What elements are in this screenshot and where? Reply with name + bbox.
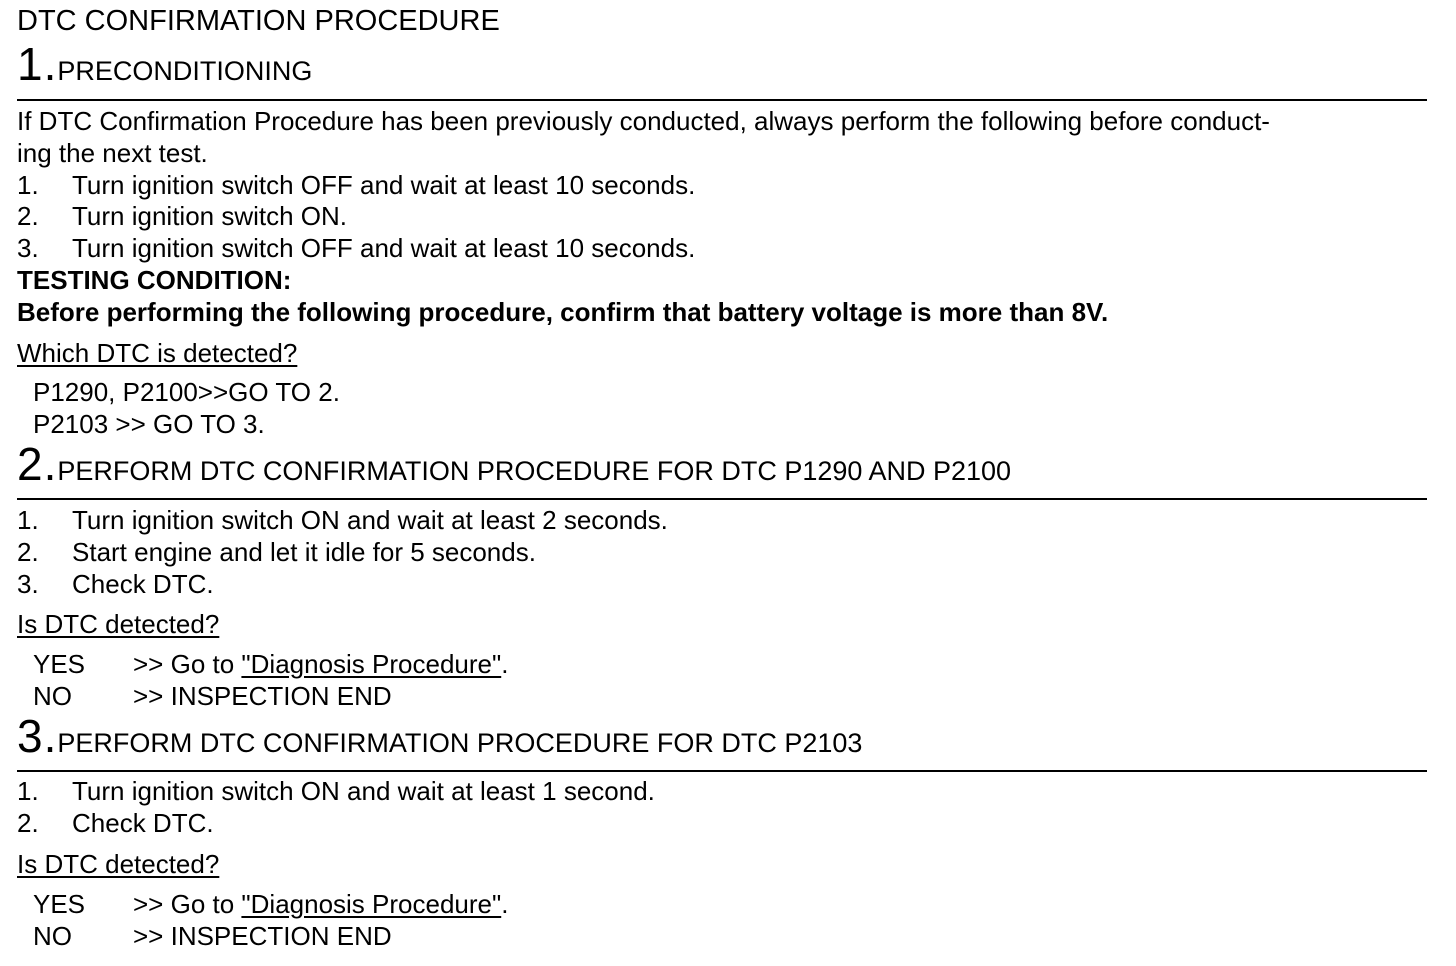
step-3-no-label: NO: [33, 921, 72, 951]
step-1-item-2-number: 2.: [17, 201, 39, 231]
step-3-question: Is DTC detected?: [17, 849, 220, 879]
step-3-item-2-number: 2.: [17, 808, 39, 838]
step-2-heading: [17, 438, 1012, 490]
step-2-item-3: [17, 569, 214, 599]
step-2-yes-answer: [133, 649, 508, 679]
step-1-intro-line-2: ing the next test.: [17, 138, 208, 168]
step-1-answer-1: P1290, P2100>>GO TO 2.: [33, 377, 340, 407]
step-3-no-answer: >> INSPECTION END: [133, 921, 392, 951]
step-2-yes-label: YES: [33, 649, 86, 679]
step-2-item-1-number: 1.: [17, 505, 39, 535]
step-3-yes-label: YES: [33, 889, 86, 919]
step-1-item-2-text: Turn ignition switch ON.: [72, 201, 348, 231]
step-3-yes-prefix: >> Go to: [133, 889, 242, 919]
step-1-number: 1.: [17, 38, 58, 90]
step-3-yes-suffix: .: [501, 889, 509, 919]
step-1-item-3-number: 3.: [17, 233, 39, 263]
step-2-item-1-text: Turn ignition switch ON and wait at least 2 seconds.: [72, 505, 668, 535]
step-1-item-2: [17, 201, 347, 231]
step-3-item-1-text: Turn ignition switch ON and wait at least 1 second.: [72, 776, 655, 806]
step-3-title: PERFORM DTC CONFIRMATION PROCEDURE FOR DTC P2103: [57, 728, 863, 758]
step-2-number: 2.: [17, 438, 58, 490]
step-1-answer-2: P2103 >> GO TO 3.: [33, 409, 265, 439]
step-1-item-3-text: Turn ignition switch OFF and wait at least 10 seconds.: [72, 233, 696, 263]
step-3-item-2-text: Check DTC.: [72, 808, 214, 838]
step-3-item-2: [17, 808, 214, 838]
step-1-item-3: [17, 233, 695, 263]
step-2-item-2: [17, 537, 536, 567]
step-2-item-2-number: 2.: [17, 537, 39, 567]
step-2-no-answer: >> INSPECTION END: [133, 681, 392, 711]
step-2-yes-suffix: .: [501, 649, 509, 679]
step-2-no-label: NO: [33, 681, 72, 711]
step-3-divider: [17, 770, 1427, 772]
step-3-number: 3.: [17, 710, 58, 762]
step-1-question: Which DTC is detected?: [17, 338, 298, 368]
testing-condition-text: Before performing the following procedure, confirm that battery voltage is more than 8V.: [17, 297, 1109, 327]
step-1-intro-line-1: If DTC Confirmation Procedure has been previously conducted, always perform the following before conduct-: [17, 106, 1270, 136]
step-2-question: Is DTC detected?: [17, 609, 220, 639]
step-2-item-2-text: Start engine and let it idle for 5 seconds.: [72, 537, 536, 567]
step-3-item-1: [17, 776, 655, 806]
step-1-divider: [17, 99, 1427, 101]
step-1-item-1: [17, 170, 695, 200]
step-3-heading: [17, 710, 863, 762]
step-2-divider: [17, 498, 1427, 500]
step-3-diagnosis-procedure-link[interactable]: "Diagnosis Procedure": [241, 889, 502, 919]
step-2-item-3-text: Check DTC.: [72, 569, 214, 599]
step-3-yes-answer: [133, 889, 508, 919]
step-2-item-3-number: 3.: [17, 569, 39, 599]
step-2-diagnosis-procedure-link[interactable]: "Diagnosis Procedure": [241, 649, 502, 679]
step-1-item-1-number: 1.: [17, 170, 39, 200]
step-1-item-1-text: Turn ignition switch OFF and wait at least 10 seconds.: [72, 170, 696, 200]
step-2-title: PERFORM DTC CONFIRMATION PROCEDURE FOR DTC P1290 AND P2100: [57, 456, 1012, 486]
step-2-item-1: [17, 505, 668, 535]
step-1-heading: [17, 38, 313, 90]
step-2-yes-prefix: >> Go to: [133, 649, 242, 679]
step-3-item-1-number: 1.: [17, 776, 39, 806]
step-1-title: PRECONDITIONING: [57, 56, 313, 86]
document-title: DTC CONFIRMATION PROCEDURE: [17, 5, 500, 37]
testing-condition-label: TESTING CONDITION:: [17, 265, 292, 295]
